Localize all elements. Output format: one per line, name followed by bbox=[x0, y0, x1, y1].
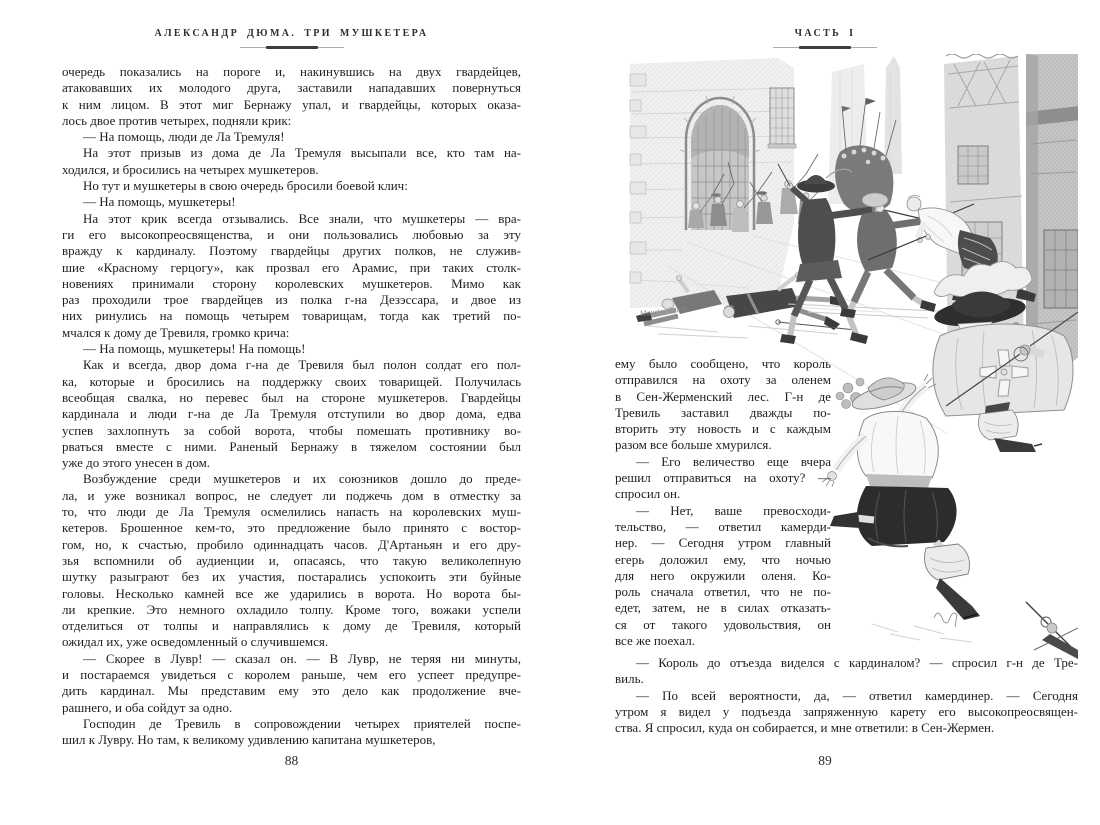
text-line: рваться вместе с ними. Раненый Бернажу в тяжелом состоянии был bbox=[62, 438, 521, 454]
text-line: — Его величество еще вчера bbox=[636, 453, 831, 469]
text-line: вторить эту новость и с каждым bbox=[615, 421, 831, 437]
text-line: отделиться от толпы и направлялись к дому де Тревиля, который bbox=[62, 618, 521, 634]
text-line: рашнего, и оба сойдут за одно. bbox=[62, 699, 233, 715]
lattice-window bbox=[768, 88, 796, 148]
text-line: ства. Я спросил, куда он собирается, и мне ответили: в Сен-Жермен. bbox=[615, 720, 995, 736]
text-line: На этот призыв из дома де Ла Тремуля высыпали все, кто там на- bbox=[83, 145, 521, 161]
text-line: гом, но, к счастью, пробило одиннадцать часов. Д'Артаньян и его дру- bbox=[62, 536, 521, 552]
right-page-text-wide bbox=[615, 655, 1078, 736]
text-line: ходился, и бросились на четырех мушкетеров. bbox=[62, 161, 319, 177]
text-line: лось двое против четырех, подняли крик: bbox=[62, 112, 292, 128]
paragraph bbox=[62, 341, 521, 357]
text-line: дить кардинал. Мы представим ему это дело как продолжение вче- bbox=[62, 683, 521, 699]
text-line: вражду к кардиналу. Поэтому гвардейцы других полков, не служив- bbox=[62, 243, 521, 259]
running-title-right bbox=[615, 28, 1035, 49]
text-line: отправился на охоту за оленем bbox=[615, 372, 831, 388]
text-line: очередь показались на пороге и, накинувшись на двух гвардейцев, bbox=[62, 64, 521, 79]
text-line: — На помощь, люди де Ла Тремуля! bbox=[83, 129, 285, 145]
running-title-left bbox=[62, 28, 521, 49]
text-line: головы. Несколько камней все же ударились в ворота. Но ворота бы- bbox=[62, 585, 521, 601]
paragraph bbox=[62, 211, 521, 341]
running-title-left-text: АЛЕКСАНДР ДЮМА. ТРИ МУШКЕТЕРА bbox=[154, 28, 429, 39]
text-line: ли крепкие. Это немного охладило толпу. Кроме того, вожаки успели bbox=[62, 601, 521, 617]
text-line: роль сначала ответил, что не по- bbox=[615, 584, 831, 600]
corner-sword-arm bbox=[1026, 602, 1078, 659]
text-line: в Сен-Жерменский лес. Г-н де bbox=[615, 388, 831, 404]
text-line: Как и всегда, двор дома г-на де Тревиля был полон солдат его пол- bbox=[83, 357, 521, 373]
page-number-right: 89 bbox=[818, 753, 832, 768]
text-line: них ринулись на помощь четырем товарищам, тогда как третий по- bbox=[62, 308, 521, 324]
text-line: Господин де Тревиль в сопровождении четырех приятелей поспе- bbox=[83, 715, 521, 731]
text-line: шие «Красному герцогу», как прозвал его Арамис, при таких столк- bbox=[62, 259, 521, 275]
left-page-text bbox=[62, 64, 521, 748]
paragraph bbox=[615, 454, 831, 503]
text-line: спросил он. bbox=[615, 486, 681, 502]
paragraph bbox=[62, 129, 521, 145]
text-line: — По всей вероятности, да, — ответил камердинер. — Сегодня bbox=[636, 687, 1078, 703]
paragraph bbox=[62, 178, 521, 194]
text-line: всеобщая свалка, но перевес был на стороне мушкетеров. Гвардейцы bbox=[62, 389, 521, 405]
paragraph bbox=[615, 655, 1078, 688]
text-line: ему было сообщено, что король bbox=[615, 356, 831, 371]
text-line: — Король до отъезда виделся с кардиналом? — спросил г-н де Тре- bbox=[636, 655, 1078, 670]
text-line: атаковавших их молодого друга, заставили нападавших повернуться bbox=[62, 80, 521, 96]
decorative-rule bbox=[240, 46, 344, 49]
text-line: раз проходили трое гвардейцев из полка г-на Дезэссара, и двое из bbox=[62, 292, 521, 308]
text-line: ся от такого удовольствия, он bbox=[615, 616, 831, 632]
text-line: мчался к дому де Тревиля, громко крича: bbox=[62, 324, 290, 340]
text-line: ожидал их, уже осведомленный о случившемся. bbox=[62, 634, 329, 650]
paragraph bbox=[62, 471, 521, 650]
paragraph bbox=[62, 716, 521, 749]
text-line: уже до этого унесен в дом. bbox=[62, 455, 211, 471]
text-line: для него окружили оленя. Ко- bbox=[615, 567, 831, 583]
text-line: успев захлопнуть за собой ворота, чтобы помешать противнику во- bbox=[62, 422, 521, 438]
text-line: к ним лицом. В этот миг Бернажу упал, и гвардейцы, которых оказа- bbox=[62, 96, 521, 112]
paragraph bbox=[615, 503, 831, 650]
paragraph bbox=[62, 64, 521, 129]
running-title-right-text: ЧАСТЬ I bbox=[794, 28, 856, 39]
text-line: решил отправиться на охоту? — bbox=[615, 470, 831, 486]
artist-signature: Maurice Leloir bbox=[639, 303, 689, 318]
decorative-rule bbox=[773, 46, 877, 49]
text-line: шутку разыграют без их участия, постарались успокоить эти буйные bbox=[62, 569, 521, 585]
text-line: кардинала и люди г-на де Ла Тремуля отступили во двор дома, едва bbox=[62, 406, 521, 422]
text-line: разом все больше хмурился. bbox=[615, 437, 772, 453]
text-line: — На помощь, мушкетеры! bbox=[83, 194, 236, 210]
text-line: ка, которые и бросились на поддержку своих товарищей. Получилась bbox=[62, 373, 521, 389]
engraver-mark bbox=[934, 613, 957, 627]
text-line: и постараемся увидеться с королем раньше, чем его успеет предупре- bbox=[62, 666, 521, 682]
paragraph bbox=[62, 357, 521, 471]
text-line: виль. bbox=[615, 671, 644, 687]
left-building bbox=[630, 58, 796, 308]
text-line: — На помощь, мушкетеры! На помощь! bbox=[83, 341, 306, 357]
page-number-left: 88 bbox=[284, 753, 299, 768]
text-line: кетеров. Брошенное кем-то, это предложение было принято с востор- bbox=[62, 520, 521, 536]
text-line: ги его высокопреосвященства, и они пользовались любовью за эту bbox=[62, 226, 521, 242]
text-line: Возбуждение среди мушкетеров и их союзников дошло до преде- bbox=[83, 471, 521, 487]
paragraph bbox=[62, 194, 521, 210]
text-line: новениях принимали сторону королевских мушкетеров. Мимо как bbox=[62, 275, 521, 291]
text-line: ла, и уже возникал вопрос, не следует ли поджечь дом в отместку за bbox=[62, 487, 521, 503]
text-line: тельство, — ответил камерди- bbox=[615, 518, 831, 534]
right-page-text-narrow bbox=[615, 356, 831, 649]
text-line: — Скорее в Лувр! — сказал он. — В Лувр, не теряя ни минуты, bbox=[83, 650, 521, 666]
text-line: егерь доложил ему, что ночью bbox=[615, 551, 831, 567]
text-line: зья вспомнили об аудиенции и, опасаясь, что такую великолепную bbox=[62, 552, 521, 568]
text-line: нер. — Сегодня утром главный bbox=[615, 535, 831, 551]
text-line: шил к Лувру. Но там, к великому удивлению капитана мушкетеров, bbox=[62, 732, 436, 748]
text-line: — Нет, ваше превосходи- bbox=[636, 502, 831, 518]
paragraph bbox=[615, 356, 831, 454]
paragraph bbox=[62, 651, 521, 716]
text-line: На этот крик всегда отзывались. Все знали, что мушкетеры — вра- bbox=[83, 210, 521, 226]
text-line: Тревиль заставил дважды по- bbox=[615, 404, 831, 420]
paragraph bbox=[615, 688, 1078, 737]
text-line: Но тут и мушкетеры в свою очередь бросили боевой клич: bbox=[83, 178, 408, 194]
text-line: то, что люди де Ла Тремуля осмелились напасть на королевских муш- bbox=[62, 504, 521, 520]
text-line: утром я видел у подъезда запряженную карету его высокопреосвящен- bbox=[615, 703, 1078, 719]
paragraph bbox=[62, 145, 521, 178]
text-line: едет, затем, не в силах отказать- bbox=[615, 600, 831, 616]
text-line: все же поехал. bbox=[615, 633, 696, 649]
